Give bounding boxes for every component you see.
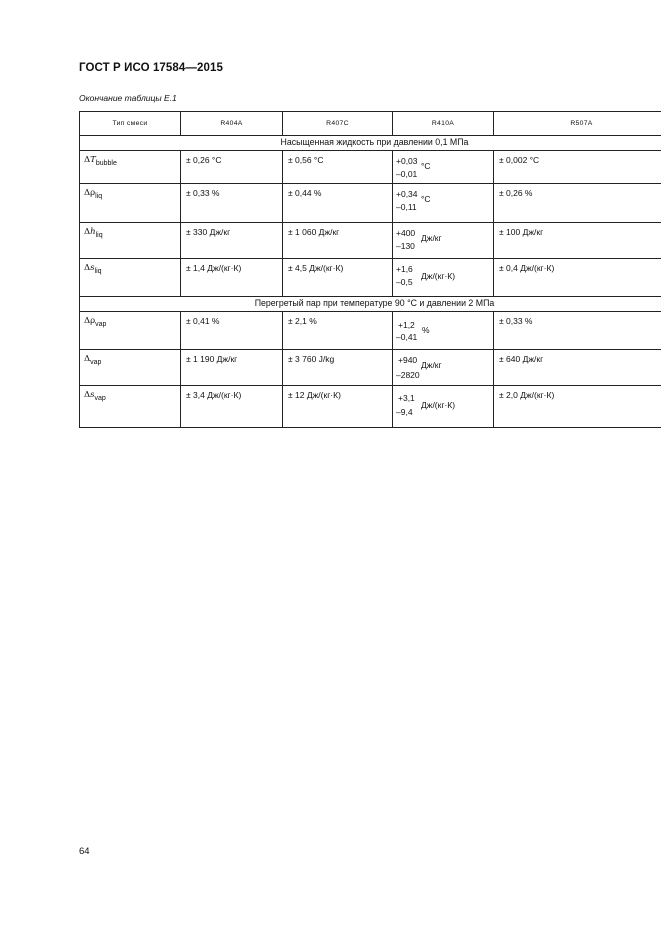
value-cell-r407c: ± 3 760 J/kg bbox=[283, 350, 393, 386]
table-row bbox=[80, 151, 661, 184]
quantity-symbol-cell bbox=[80, 312, 181, 350]
delta-symbol: Δ bbox=[84, 354, 91, 364]
value-cell-r407c: ± 0,44 % bbox=[283, 184, 393, 223]
value-cell-r404a: ± 0,41 % bbox=[181, 312, 283, 350]
table-row bbox=[80, 223, 661, 259]
quantity-subscript: liq bbox=[95, 232, 103, 239]
uncertainty-table bbox=[79, 111, 661, 428]
table-row bbox=[80, 386, 661, 428]
value-cell-r404a: ± 1 190 Дж/кг bbox=[181, 350, 283, 386]
uncertainty-unit: Дж/(кг·К) bbox=[421, 400, 456, 410]
upper-bound: +940 bbox=[398, 355, 418, 365]
delta-symbol: Δ bbox=[84, 390, 91, 400]
quantity-symbol: h bbox=[90, 227, 96, 237]
page-number: 64 bbox=[79, 846, 90, 857]
document-standard-title: ГОСТ Р ИСО 17584—2015 bbox=[79, 62, 224, 74]
value-cell-r404a: ± 1,4 Дж/(кг·К) bbox=[181, 259, 283, 297]
upper-bound: +0,34 bbox=[396, 189, 418, 199]
value-cell-r404a: ± 3,4 Дж/(кг·К) bbox=[181, 386, 283, 428]
quantity-subscript: vap bbox=[90, 359, 102, 366]
lower-bound: –130 bbox=[396, 241, 415, 251]
value-cell-r507a: ± 2,0 Дж/(кг·К) bbox=[494, 386, 661, 428]
quantity-symbol-cell bbox=[80, 259, 181, 297]
table-body bbox=[80, 136, 661, 428]
value-cell-r407c: ± 0,56 °C bbox=[283, 151, 393, 184]
table-row bbox=[80, 350, 661, 386]
upper-bound: +1,6 bbox=[396, 264, 413, 274]
quantity-symbol: ρ bbox=[90, 316, 96, 326]
upper-bound: +3,1 bbox=[398, 393, 415, 403]
quantity-symbol-cell bbox=[80, 350, 181, 386]
delta-symbol: Δ bbox=[84, 155, 91, 165]
value-cell-r507a: ± 0,4 Дж/(кг·К) bbox=[494, 259, 661, 297]
quantity-subscript: vap bbox=[94, 395, 106, 402]
value-cell-r407c: ± 2,1 % bbox=[283, 312, 393, 350]
value-cell-r507a: ± 0,002 °C bbox=[494, 151, 661, 184]
section-title: Перегретый пар при температуре 90 °С и давлении 2 МПа bbox=[80, 297, 661, 312]
value-cell-r410a bbox=[393, 184, 494, 223]
quantity-subscript: vap bbox=[95, 321, 107, 328]
quantity-symbol: s bbox=[90, 390, 95, 400]
uncertainty-unit: Дж/(кг·К) bbox=[421, 271, 456, 281]
delta-symbol: Δ bbox=[84, 316, 91, 326]
value-cell-r404a: ± 0,33 % bbox=[181, 184, 283, 223]
quantity-symbol-cell bbox=[80, 184, 181, 223]
delta-symbol: Δ bbox=[84, 263, 91, 273]
lower-bound: –0,11 bbox=[396, 202, 417, 212]
section-row bbox=[80, 136, 661, 151]
table-caption: Окончание таблицы Е.1 bbox=[79, 93, 177, 103]
lower-bound: –0,41 bbox=[396, 332, 418, 342]
uncertainty-unit: Дж/кг bbox=[421, 233, 442, 243]
header-cell-r404a: R404A bbox=[181, 112, 283, 136]
value-cell-r410a bbox=[393, 386, 494, 428]
value-cell-r407c: ± 4,5 Дж/(кг·К) bbox=[283, 259, 393, 297]
quantity-symbol: s bbox=[90, 263, 95, 273]
uncertainty-unit: % bbox=[422, 325, 430, 335]
uncertainty-unit: °C bbox=[421, 194, 431, 204]
header-cell-r507a: R507A bbox=[494, 112, 661, 136]
section-row bbox=[80, 297, 661, 312]
quantity-subscript: liq bbox=[95, 193, 103, 200]
value-cell-r410a bbox=[393, 259, 494, 297]
value-cell-r507a: ± 0,26 % bbox=[494, 184, 661, 223]
quantity-symbol: T bbox=[90, 155, 96, 165]
lower-bound: –0,5 bbox=[396, 277, 413, 287]
table-row bbox=[80, 184, 661, 223]
uncertainty-unit: Дж/кг bbox=[421, 360, 442, 370]
uncertainty-unit: °C bbox=[421, 161, 431, 171]
table-header-row bbox=[80, 112, 661, 136]
value-cell-r404a: ± 0,26 °C bbox=[181, 151, 283, 184]
value-cell-r407c: ± 12 Дж/(кг·К) bbox=[283, 386, 393, 428]
quantity-symbol-cell bbox=[80, 386, 181, 428]
quantity-symbol-cell bbox=[80, 223, 181, 259]
upper-bound: +0,03 bbox=[396, 156, 418, 166]
quantity-subscript: bubble bbox=[95, 160, 117, 167]
header-cell-mixture-type: Тип смеси bbox=[80, 112, 181, 136]
value-cell-r507a: ± 0,33 % bbox=[494, 312, 661, 350]
value-cell-r410a bbox=[393, 350, 494, 386]
header-cell-r407c: R407C bbox=[283, 112, 393, 136]
quantity-subscript: liq bbox=[94, 268, 102, 275]
value-cell-r404a: ± 330 Дж/кг bbox=[181, 223, 283, 259]
quantity-symbol: ρ bbox=[90, 188, 96, 198]
table-row bbox=[80, 312, 661, 350]
quantity-symbol-cell bbox=[80, 151, 181, 184]
header-cell-r410a: R410A bbox=[393, 112, 494, 136]
value-cell-r410a bbox=[393, 223, 494, 259]
value-cell-r407c: ± 1 060 Дж/кг bbox=[283, 223, 393, 259]
section-title: Насыщенная жидкость при давлении 0,1 МПа bbox=[80, 136, 661, 151]
value-cell-r507a: ± 640 Дж/кг bbox=[494, 350, 661, 386]
value-cell-r507a: ± 100 Дж/кг bbox=[494, 223, 661, 259]
lower-bound: –0,01 bbox=[396, 169, 418, 179]
lower-bound: –9,4 bbox=[396, 407, 413, 417]
delta-symbol: Δ bbox=[84, 227, 91, 237]
table-row bbox=[80, 259, 661, 297]
upper-bound: +1,2 bbox=[398, 320, 415, 330]
lower-bound: –2820 bbox=[396, 370, 420, 380]
value-cell-r410a bbox=[393, 312, 494, 350]
upper-bound: +400 bbox=[396, 228, 416, 238]
delta-symbol: Δ bbox=[84, 188, 91, 198]
value-cell-r410a bbox=[393, 151, 494, 184]
